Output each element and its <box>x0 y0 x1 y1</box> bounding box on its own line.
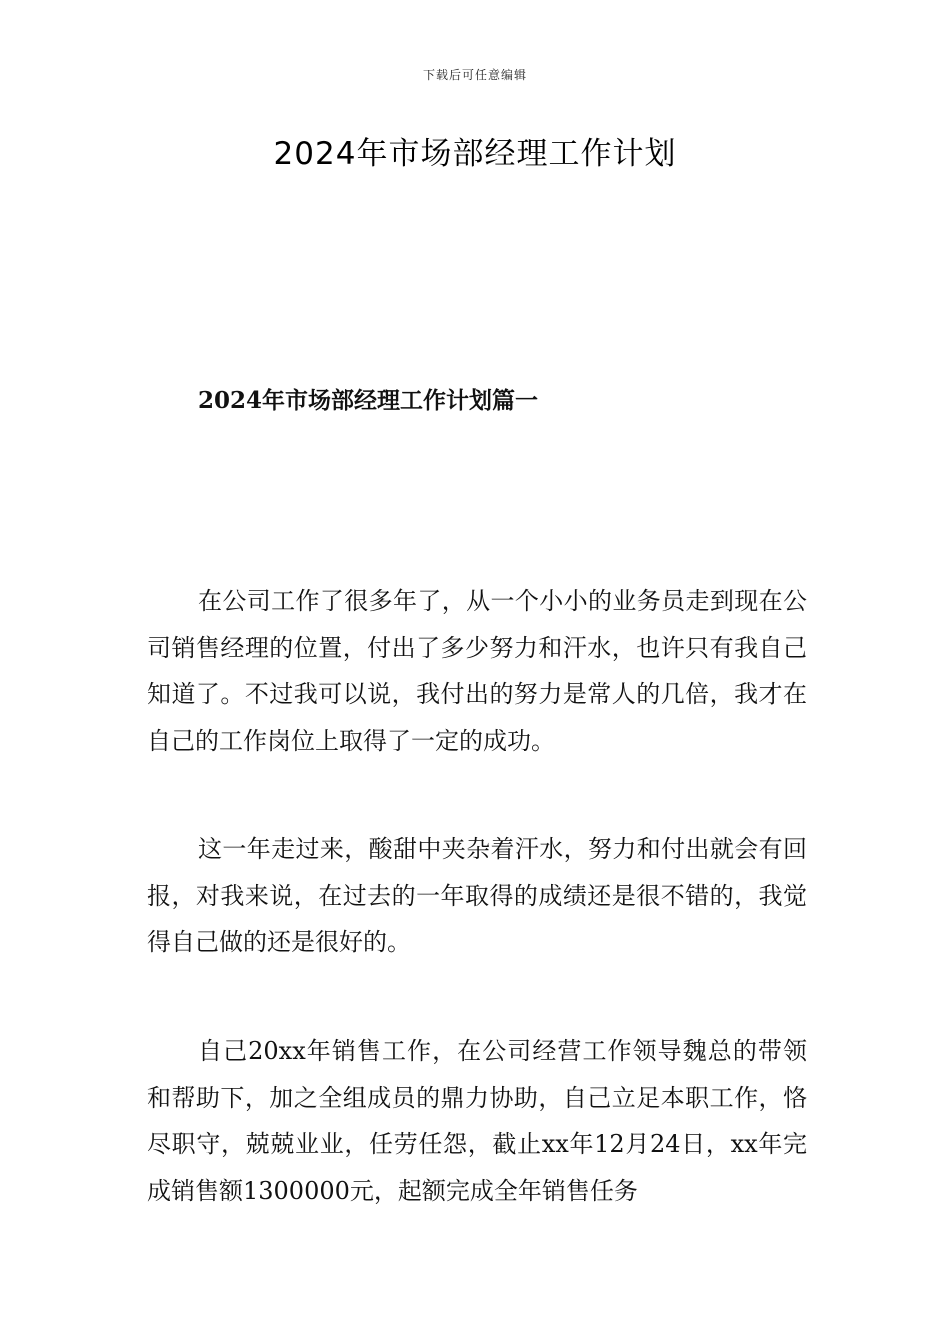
paragraph-container-2 <box>147 826 807 966</box>
document-title: 2024年市场部经理工作计划 <box>273 136 677 172</box>
header-note: 下载后可任意编辑 <box>422 68 527 82</box>
paragraph-container-3 <box>147 1028 807 1214</box>
paragraph-container-1 <box>147 578 807 764</box>
paragraph-1: 在公司工作了很多年了，从一个小小的业务员走到现在公司销售经理的位置，付出了多少努力和汗水，也许只有我自己知道了。不过我可以说，我付出的努力是常人的几倍，我才在自己的工作岗位上取得了一定的成功。 <box>147 587 807 755</box>
section-heading: 2024年市场部经理工作计划篇一 <box>198 387 539 414</box>
paragraph-3: 自己20xx年销售工作，在公司经营工作领导魏总的带领和帮助下，加之全组成员的鼎力协助，自己立足本职工作，恪尽职守，兢兢业业，任劳任怨，截止xx年12月24日，xx年完成销售额1300000元，起额完成全年销售任务 <box>147 1037 807 1205</box>
paragraph-2: 这一年走过来，酸甜中夹杂着汗水，努力和付出就会有回报，对我来说，在过去的一年取得的成绩还是很不错的，我觉得自己做的还是很好的。 <box>147 835 807 956</box>
